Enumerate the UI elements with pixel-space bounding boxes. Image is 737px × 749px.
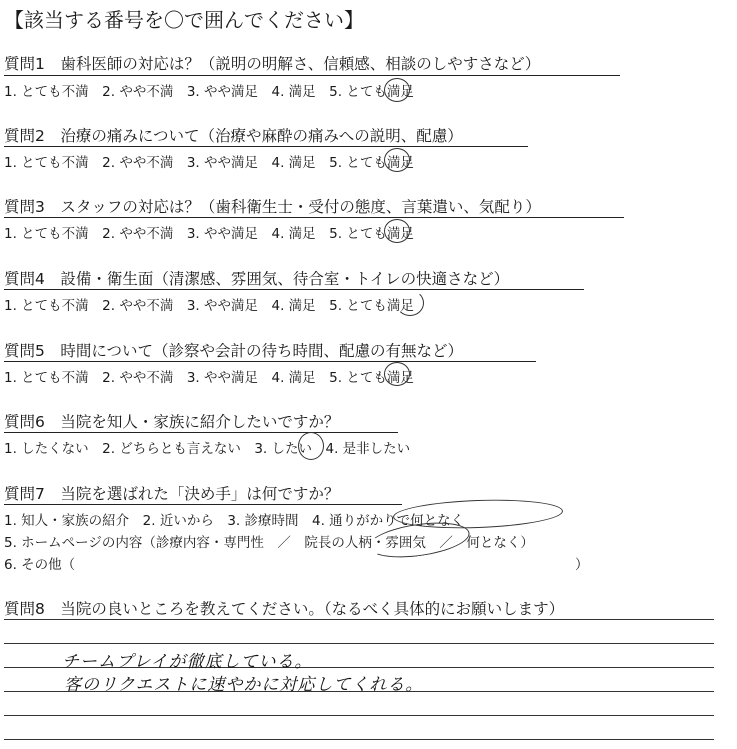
answer-ruled-line-5 — [4, 715, 714, 716]
question-6-options: 1. したくない 2. どちらとも言えない 3. したい 4. 是非したい — [4, 441, 411, 457]
question-2-options: 1. とても不満 2. やや不満 3. やや満足 4. 満足 5. とても満足 — [4, 155, 414, 171]
question-3-underline — [4, 217, 624, 218]
question-1-underline — [4, 75, 620, 76]
answer-ruled-line-2 — [4, 643, 714, 644]
question-3-options: 1. とても不満 2. やや不満 3. やや満足 4. 満足 5. とても満足 — [4, 226, 414, 242]
answer-ruled-line-1 — [4, 619, 714, 620]
question-5-options: 1. とても不満 2. やや不満 3. やや満足 4. 満足 5. とても満足 — [4, 370, 414, 386]
question-7-underline — [4, 504, 402, 505]
question-4-title: 質問4 設備・衛生面（清潔感、雰囲気、待合室・トイレの快適さなど） — [4, 270, 510, 288]
question-4-underline — [4, 289, 584, 290]
answer-circle-q6 — [298, 432, 324, 460]
handwritten-answer-line-2: 客のリクエストに速やかに対応してくれる。 — [64, 675, 424, 695]
question-7-option-line-3: 6. その他（ — [4, 557, 76, 573]
question-7-option-line-1: 1. 知人・家族の紹介 2. 近いから 3. 診療時間 4. 通りがかりで何となく — [4, 513, 465, 529]
question-1-title: 質問1 歯科医師の対応は？（説明の明解さ、信頼感、相談のしやすさなど） — [4, 55, 541, 73]
answer-circle-q3 — [384, 219, 410, 243]
question-7-option-line-2: 5. ホームページの内容（診療内容・専門性 ／ 院長の人柄・雰囲気 ／ 何となく） — [4, 535, 534, 551]
question-2-title: 質問2 治療の痛みについて（治療や麻酔の痛みへの説明、配慮） — [4, 127, 463, 145]
question-6-title: 質問6 当院を知人・家族に紹介したいですか？ — [4, 413, 340, 431]
question-6-underline — [4, 432, 398, 433]
question-7-other-close-paren: ） — [575, 557, 589, 573]
answer-circle-q5 — [384, 362, 410, 386]
question-4-options: 1. とても不満 2. やや不満 3. やや満足 4. 満足 5. とても満足 — [4, 298, 414, 314]
instruction-header: 【該当する番号を〇で囲んでください】 — [4, 8, 364, 32]
question-1-options: 1. とても不満 2. やや不満 3. やや満足 4. 満足 5. とても満足 — [4, 84, 414, 100]
question-3-title: 質問3 スタッフの対応は？（歯科衛生士・受付の態度、言葉遣い、気配り） — [4, 198, 541, 216]
answer-circle-q4 — [396, 290, 424, 316]
answer-circle-q2 — [384, 148, 410, 172]
answer-circle-q1 — [384, 78, 410, 102]
question-7-title: 質問7 当院を選ばれた「決め手」は何ですか？ — [4, 485, 340, 503]
question-5-title: 質問5 時間について（診察や会計の待ち時間、配慮の有無など） — [4, 342, 464, 360]
answer-ruled-line-6 — [4, 739, 714, 740]
question-5-underline — [4, 361, 536, 362]
question-2-underline — [4, 146, 528, 147]
handwritten-answer-line-1: チームプレイが徹底している。 — [62, 652, 313, 672]
question-8-title: 質問8 当院の良いところを教えてください。（なるべく具体的にお願いします） — [4, 600, 565, 618]
